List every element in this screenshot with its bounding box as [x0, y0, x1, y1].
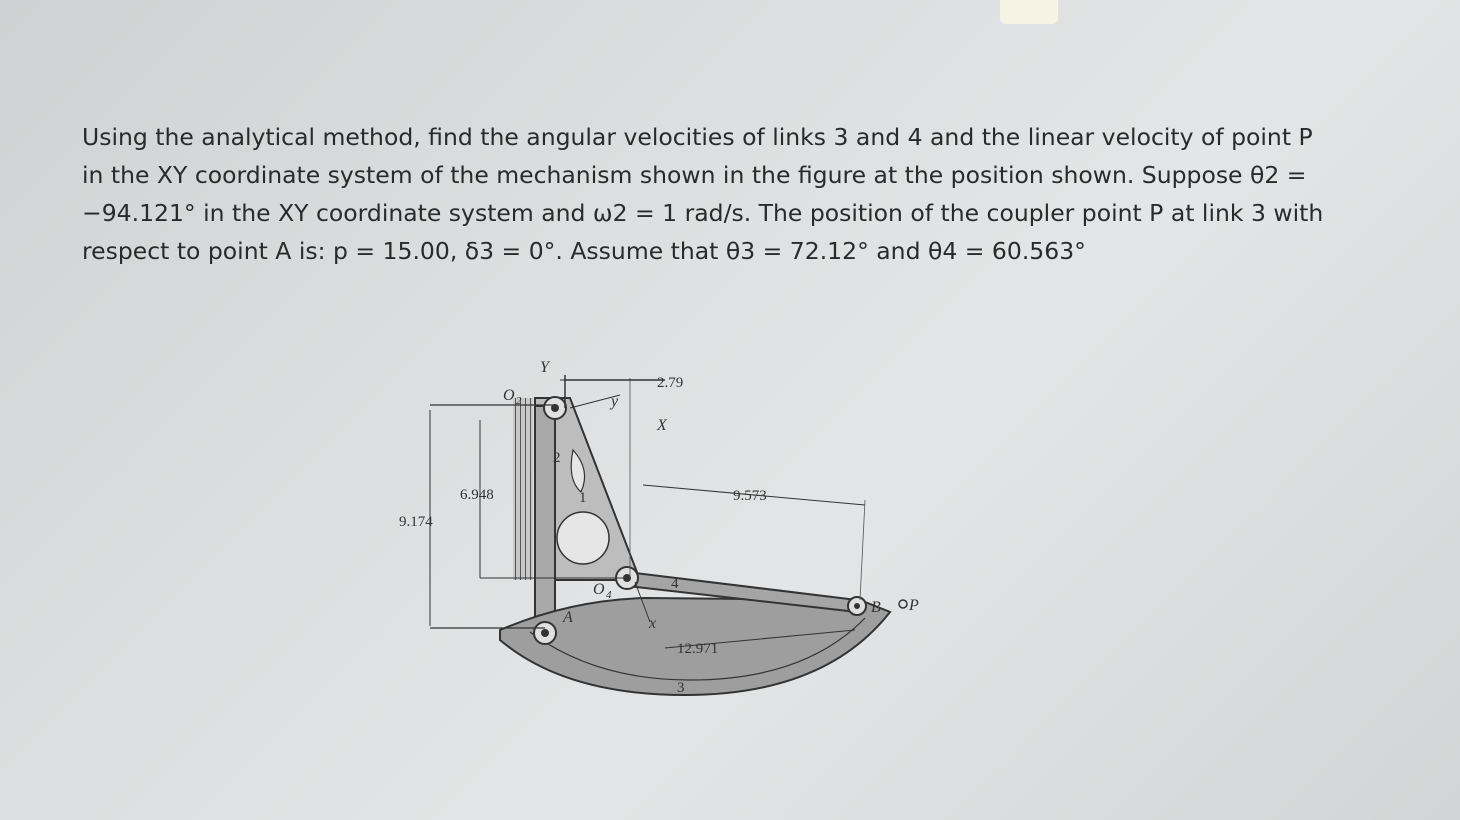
- pin-a-center: [541, 629, 549, 637]
- mechanism-diagram: [395, 350, 935, 720]
- problem-line-2: in the XY coordinate system of the mechanism shown in the figure at the position shown. Suppose θ2 =: [82, 161, 1307, 189]
- label-Y-axis: Y: [540, 359, 549, 376]
- screen-glare: [1000, 0, 1058, 24]
- dim-12971: 12.971: [677, 641, 719, 657]
- problem-line-1: Using the analytical method, find the angular velocities of links 3 and 4 and the linear velocity of point P: [82, 123, 1313, 151]
- mechanism-figure: [395, 350, 935, 720]
- label-link-3: 3: [677, 680, 685, 696]
- problem-statement: [82, 118, 1322, 270]
- dim-279: 2.79: [657, 375, 684, 391]
- label-link-1: 1: [579, 490, 587, 506]
- label-link-2: 2: [553, 450, 561, 466]
- dim-6948: 6.948: [460, 487, 494, 503]
- label-O4: O: [593, 581, 605, 598]
- label-P: P: [909, 597, 919, 614]
- label-A: A: [563, 609, 573, 626]
- label-O4-subscript: 4: [606, 589, 612, 601]
- dim-9174: 9.174: [399, 514, 433, 530]
- label-X-axis: X: [657, 417, 667, 434]
- ground-hatching: [513, 398, 533, 580]
- label-B: B: [871, 599, 881, 616]
- label-link-4: 4: [671, 576, 679, 592]
- point-p-marker: [899, 600, 907, 608]
- pin-b-center: [854, 603, 860, 609]
- link-2-crank: [535, 406, 555, 636]
- frame-hole-large: [557, 512, 609, 564]
- problem-line-4: respect to point A is: p = 15.00, δ3 = 0°. Assume that θ3 = 72.12° and θ4 = 60.563°: [82, 237, 1086, 265]
- extension-line-b: [860, 500, 865, 600]
- label-O2-subscript: 2: [516, 395, 522, 407]
- dim-9573: 9.573: [733, 488, 767, 504]
- label-local-x: x: [649, 615, 657, 632]
- label-local-y: y: [611, 393, 619, 410]
- problem-line-3: −94.121° in the XY coordinate system and ω2 = 1 rad/s. The position of the coupler point P at link 3 with: [82, 199, 1324, 227]
- label-O2: O: [503, 387, 515, 404]
